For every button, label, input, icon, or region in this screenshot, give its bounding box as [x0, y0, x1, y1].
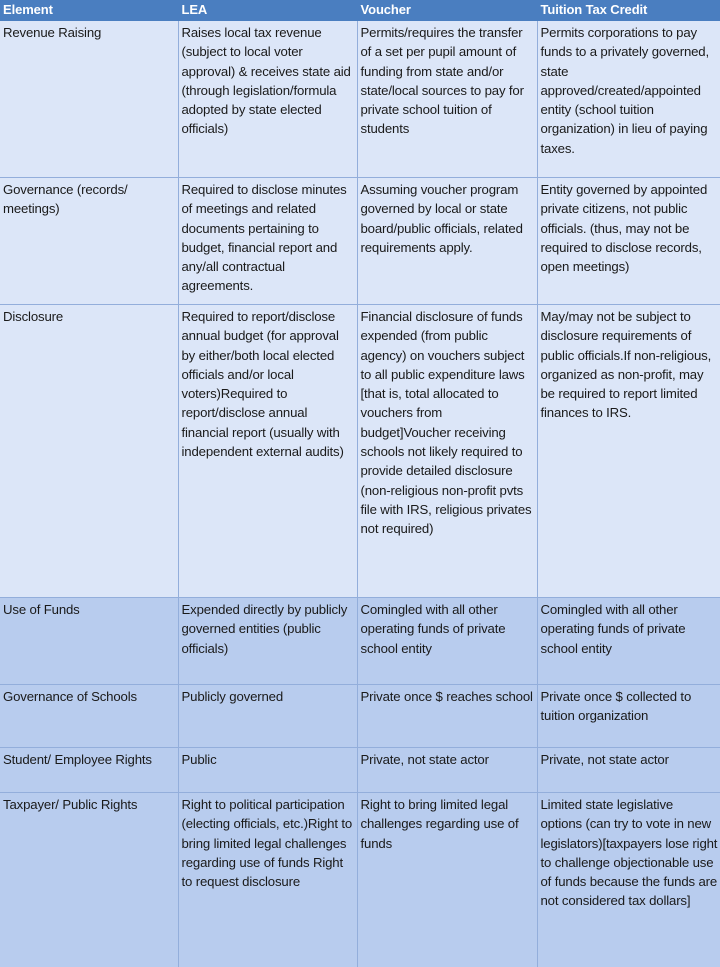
cell-tuition-tax-credit [537, 685, 720, 748]
table-row [0, 305, 720, 598]
column-header-element: Element [0, 0, 178, 21]
table-row [0, 793, 720, 967]
cell-text: Right to bring limited legal challenges regarding use of funds [361, 795, 535, 853]
cell-lea [178, 748, 357, 793]
column-header-lea: LEA [178, 0, 357, 21]
table-row [0, 748, 720, 793]
cell-text: Raises local tax revenue (subject to local voter approval) & receives state aid (through legislation/formula adopted by state elected officials) [182, 23, 355, 139]
cell-lea [178, 598, 357, 685]
cell-text: Right to political participation (electing officials, etc.)Right to bring limited legal challenges regarding use of funds Right to request disclosure [182, 795, 355, 891]
table-body [0, 21, 720, 967]
cell-voucher [357, 748, 537, 793]
cell-text: Limited state legislative options (can try to vote in new legislators)[taxpayers lose right to challenge objectionable use of funds because the funds are not considered tax dollars] [541, 795, 719, 911]
cell-tuition-tax-credit [537, 21, 720, 178]
cell-lea [178, 178, 357, 305]
cell-text: Permits/requires the transfer of a set per pupil amount of funding from state and/or state/local sources to pay for private school tuition of students [361, 23, 535, 139]
cell-text: Private, not state actor [361, 750, 535, 769]
cell-text: Private, not state actor [541, 750, 719, 769]
cell-voucher [357, 598, 537, 685]
cell-lea [178, 305, 357, 598]
cell-tuition-tax-credit [537, 178, 720, 305]
table-header-row [0, 0, 720, 21]
table-row [0, 598, 720, 685]
cell-voucher [357, 21, 537, 178]
cell-text: Permits corporations to pay funds to a privately governed, state approved/created/appointed entity (school tuition organization) in lieu of paying taxes. [541, 23, 719, 158]
cell-voucher [357, 305, 537, 598]
cell-element [0, 685, 178, 748]
cell-text: Governance of Schools [3, 687, 176, 706]
cell-lea [178, 21, 357, 178]
column-header-voucher: Voucher [357, 0, 537, 21]
cell-text: Taxpayer/ Public Rights [3, 795, 176, 814]
cell-element [0, 21, 178, 178]
cell-text: Private once $ collected to tuition organization [541, 687, 719, 726]
cell-element [0, 178, 178, 305]
cell-text: Governance (records/ meetings) [3, 180, 176, 219]
cell-text: Required to report/disclose annual budget (for approval by either/both local elected officials and/or local voters)Required to report/disclose annual financial report (usually with independent external audits) [182, 307, 355, 461]
cell-text: Comingled with all other operating funds of private school entity [541, 600, 719, 658]
cell-tuition-tax-credit [537, 793, 720, 967]
cell-element [0, 598, 178, 685]
cell-element [0, 793, 178, 967]
cell-element [0, 305, 178, 598]
cell-text: Publicly governed [182, 687, 355, 706]
column-header-tuition-tax-credit: Tuition Tax Credit [537, 0, 720, 21]
cell-tuition-tax-credit [537, 598, 720, 685]
cell-text: Disclosure [3, 307, 176, 326]
cell-lea [178, 793, 357, 967]
cell-voucher [357, 793, 537, 967]
cell-element [0, 748, 178, 793]
cell-text: Assuming voucher program governed by local or state board/public officials, related requirements apply. [361, 180, 535, 257]
cell-text: May/may not be subject to disclosure requirements of public officials.If non-religious, organized as non-profit, may be required to report limited finances to IRS. [541, 307, 719, 423]
cell-tuition-tax-credit [537, 305, 720, 598]
cell-text: Financial disclosure of funds expended (from public agency) on vouchers subject to all public expenditure laws [that is, total allocated to vouchers from budget]Voucher receiving schools not likely required to provide detailed disclosure (non-religious non-profit pvts file with IRS, religious privates not required) [361, 307, 535, 539]
cell-text: Comingled with all other operating funds of private school entity [361, 600, 535, 658]
cell-voucher [357, 685, 537, 748]
table-row [0, 178, 720, 305]
table-row [0, 685, 720, 748]
cell-text: Required to disclose minutes of meetings and related documents pertaining to budget, financial report and any/all contractual agreements. [182, 180, 355, 296]
cell-text: Student/ Employee Rights [3, 750, 176, 769]
cell-text: Use of Funds [3, 600, 176, 619]
cell-tuition-tax-credit [537, 748, 720, 793]
cell-text: Expended directly by publicly governed entities (public officials) [182, 600, 355, 658]
table-row [0, 21, 720, 178]
cell-text: Revenue Raising [3, 23, 176, 42]
cell-voucher [357, 178, 537, 305]
cell-text: Public [182, 750, 355, 769]
cell-lea [178, 685, 357, 748]
cell-text: Entity governed by appointed private citizens, not public officials. (thus, may not be required to disclose records, open meetings) [541, 180, 719, 276]
table-header [0, 0, 720, 21]
cell-text: Private once $ reaches school [361, 687, 535, 706]
